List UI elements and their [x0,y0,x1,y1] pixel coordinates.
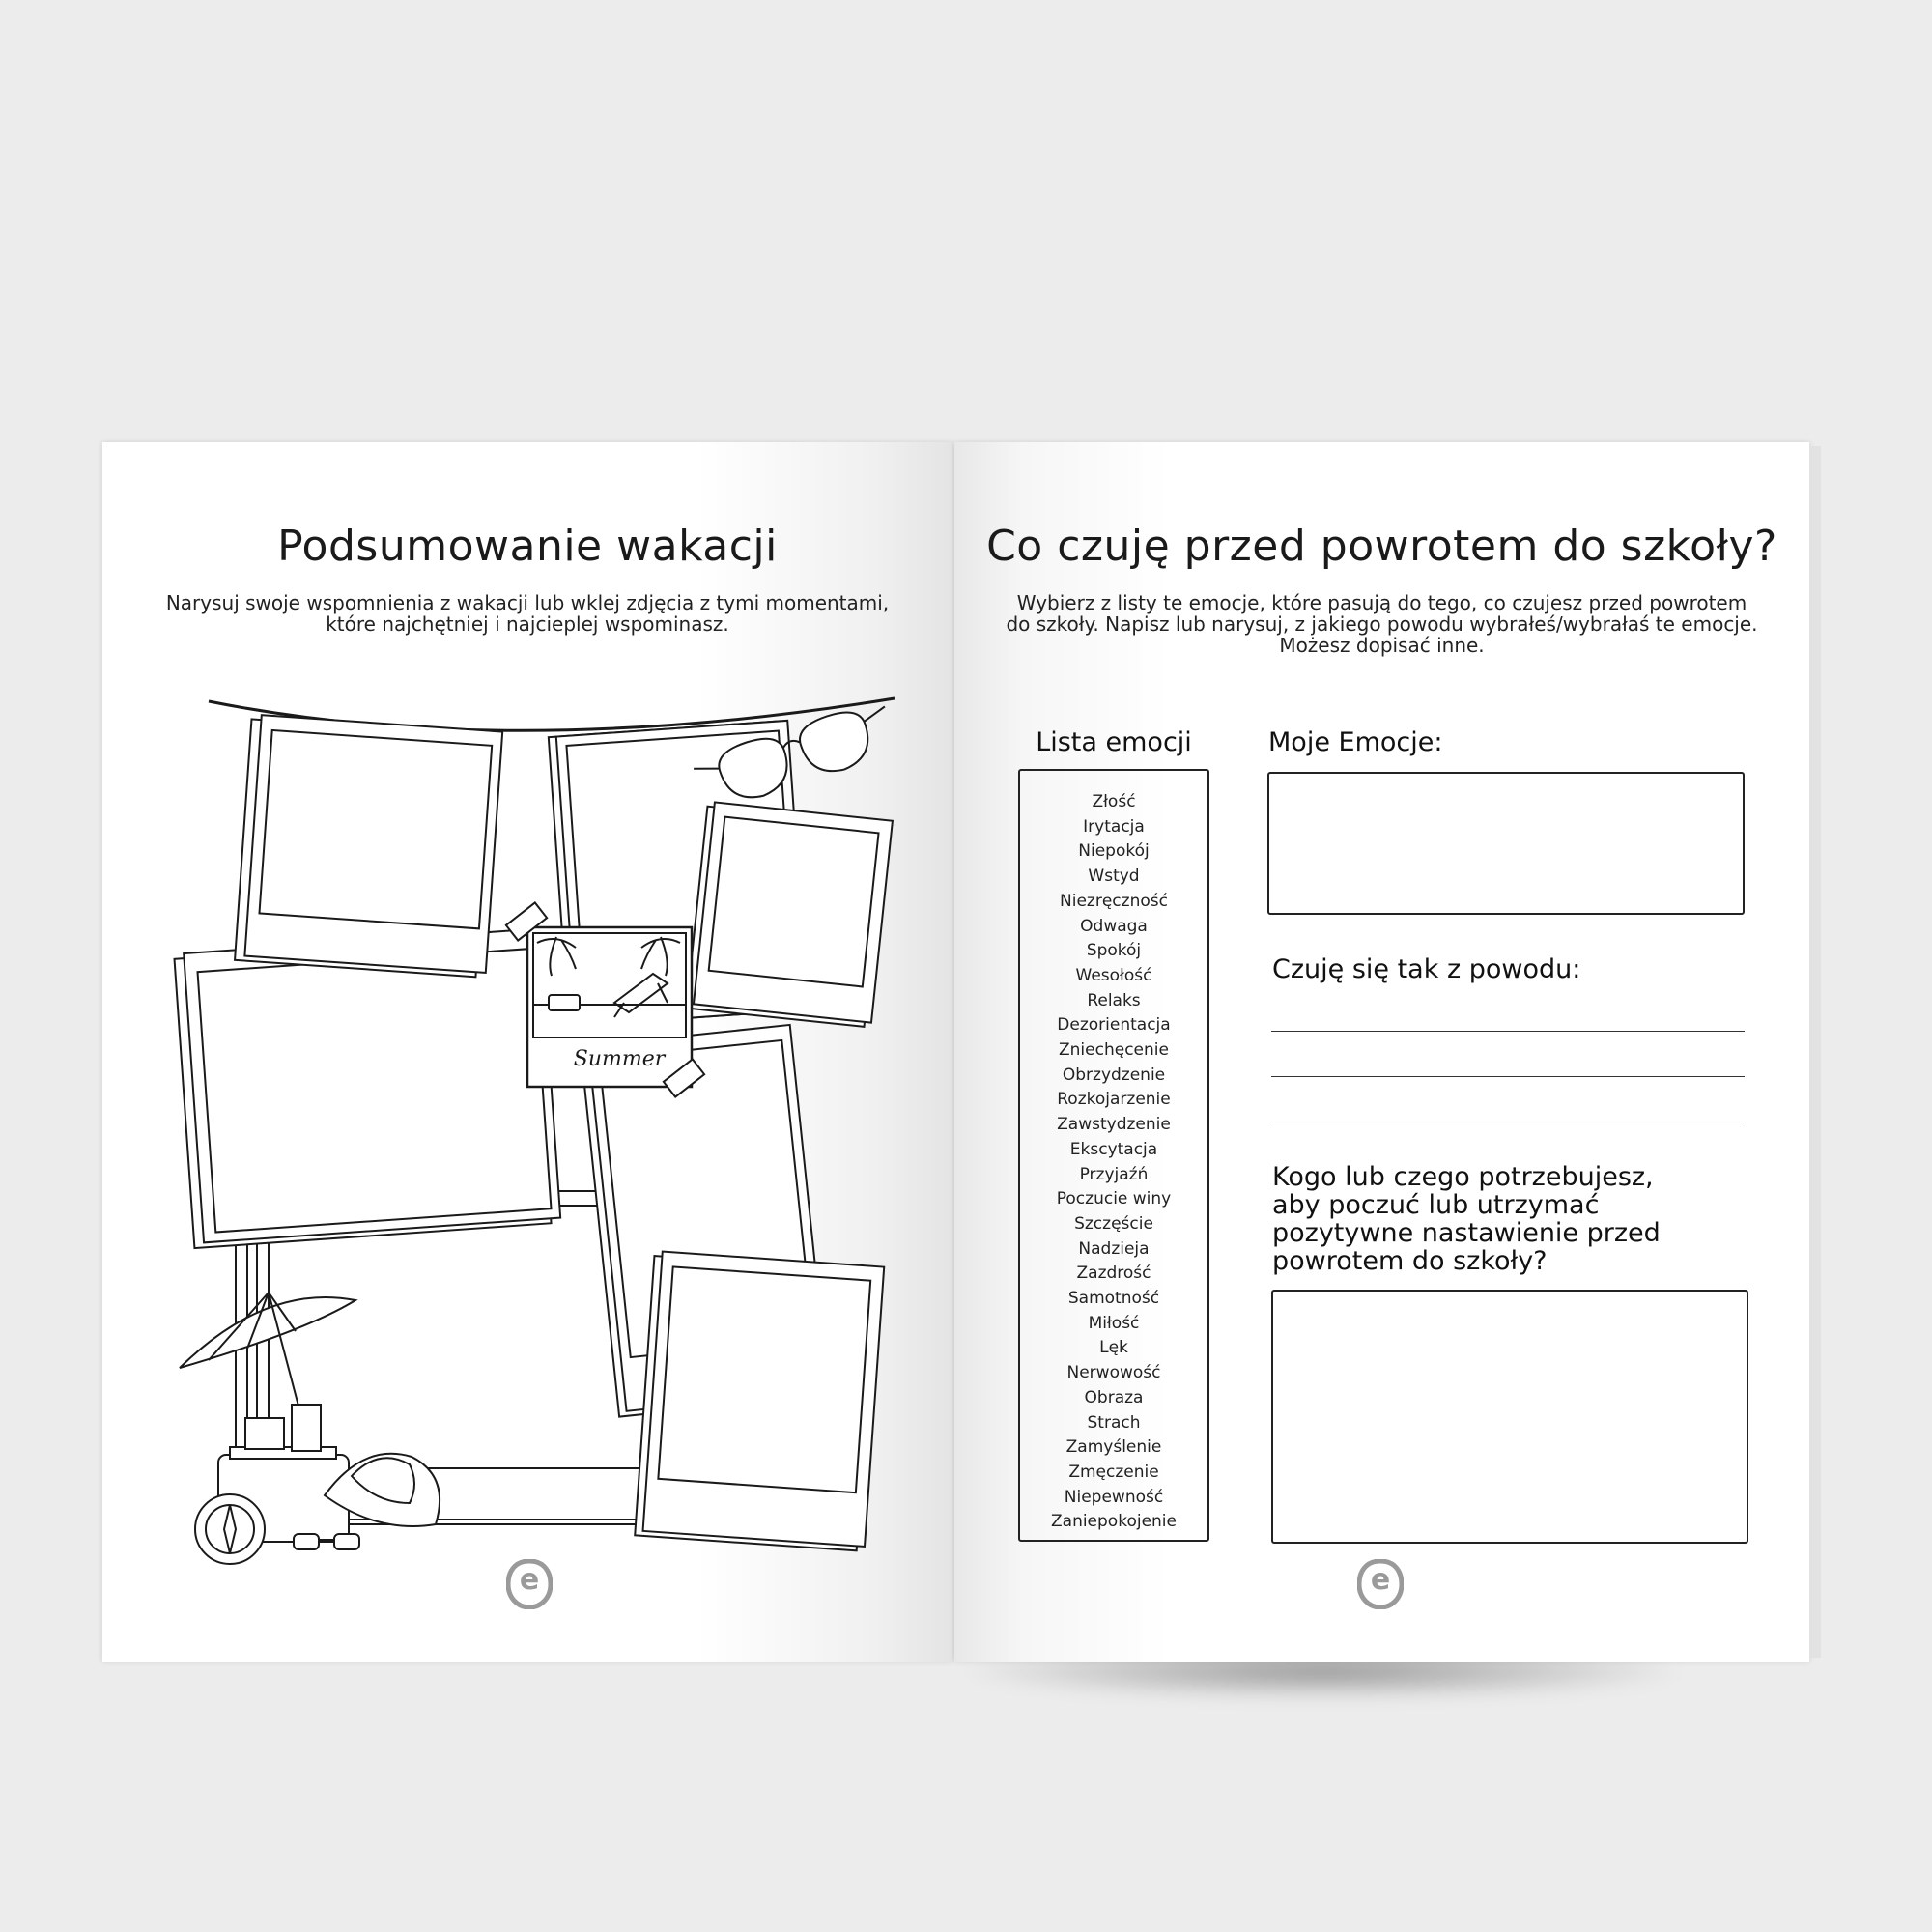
emotion-item: Odwaga [1080,916,1148,936]
reason-label: Czuję się tak z powodu: [1272,954,1581,984]
writing-line[interactable] [1271,1031,1745,1032]
emotion-item: Rozkojarzenie [1057,1090,1171,1110]
emotion-item: Zmęczenie [1068,1462,1159,1482]
question-line: aby poczuć lub utrzymać [1272,1190,1600,1220]
emotion-item: Relaks [1087,990,1141,1010]
emotion-item: Zawstydzenie [1057,1115,1171,1135]
instruction-line: do szkoły. Napisz lub narysuj, z jakiego powodu wybrałeś/wybrałaś te emocje. [1006,612,1758,636]
emotion-item: Poczucie winy [1056,1189,1172,1209]
emotion-item: Zniechęcenie [1059,1040,1169,1061]
emotion-item: Spokój [1086,941,1142,961]
emotion-item: Lęk [1099,1338,1128,1358]
instructions [974,592,1790,656]
right-page [954,442,1809,1662]
book-spread [97,442,1818,1662]
emotion-item: Zaniepokojenie [1051,1512,1177,1532]
emotion-item: Ekscytacja [1069,1139,1158,1159]
page-title: Podsumowanie wakacji [277,522,778,571]
emotion-item: Strach [1087,1412,1141,1433]
instruction-line: Wybierz z listy te emocje, które pasują do tego, co czujesz przed powrotem [1016,591,1747,614]
emotion-item: Szczęście [1074,1213,1153,1234]
emotion-item: Wstyd [1088,867,1140,887]
instruction-line: które najchętniej i najcieplej wspominasz. [326,612,729,636]
photo-collage [102,442,952,1662]
emotion-item: Nerwowość [1066,1363,1161,1383]
emotion-item: Zazdrość [1076,1264,1151,1284]
emotion-item: Niepewność [1064,1487,1164,1507]
my-emotions-box[interactable] [1267,772,1745,915]
photo-caption: Summer [573,1047,666,1071]
writing-line[interactable] [1271,1076,1745,1077]
instruction-line: Narysuj swoje wspomnienia z wakacji lub wklej zdjęcia z tymi momentami, [165,591,890,614]
logo-letter: e [519,1563,540,1597]
emotions-list-box [1018,769,1209,1542]
emotion-item: Samotność [1067,1289,1160,1309]
left-page [102,442,952,1662]
question-line: pozytywne nastawienie przed [1272,1218,1661,1248]
emotions-heading: Lista emocji [1036,727,1192,757]
publisher-logo [506,1559,553,1609]
emotion-item: Nadzieja [1078,1238,1150,1259]
emotion-item: Obraza [1084,1387,1144,1407]
question-line: Kogo lub czego potrzebujesz, [1272,1162,1654,1192]
photo-frame [174,928,560,1248]
support-answer-box[interactable] [1271,1290,1748,1544]
emotion-item: Dezorientacja [1057,1015,1171,1036]
emotion-item: Zamyślenie [1065,1437,1162,1458]
question-line: powrotem do szkoły? [1272,1246,1548,1276]
my-emotions-label: Moje Emocje: [1268,727,1443,757]
photo-frame [235,714,502,978]
photo-frame [686,802,892,1028]
support-question [1272,1163,1661,1275]
publisher-logo [1357,1559,1404,1609]
emotion-item: Niepokój [1078,841,1150,862]
emotion-item: Złość [1092,792,1136,811]
emotions-list [1020,771,1208,1535]
compass-icon [195,1494,265,1564]
emotion-item: Niezręczność [1060,891,1168,911]
page-edge [1809,446,1821,1658]
instruction-line: Możesz dopisać inne. [1279,634,1485,657]
emotion-item: Obrzydzenie [1062,1065,1166,1085]
emotion-item: Wesołość [1075,965,1152,985]
emotion-item: Irytacja [1083,816,1145,837]
photo-frame [635,1251,884,1551]
page-title: Co czuję przed powrotem do szkoły? [986,522,1777,571]
emotion-item: Miłość [1088,1313,1140,1333]
emotion-item: Przyjaźń [1079,1164,1149,1184]
logo-letter: e [1370,1563,1391,1597]
